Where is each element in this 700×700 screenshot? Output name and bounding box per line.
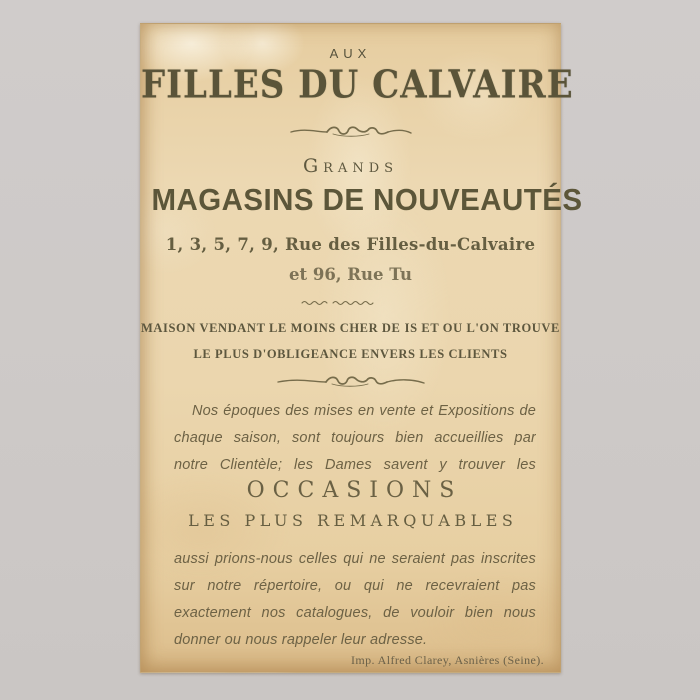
trade-card [140, 23, 583, 673]
request-line: donner ou nous rappeler leur adresse. [174, 632, 428, 648]
flourish-divider-middle [141, 373, 560, 389]
page-title: FILLES DU CALVAIRE [141, 63, 574, 108]
store-type-heading: MAGASINS DE NOUVEAUTÉS [151, 182, 583, 217]
tagline-line-1-part-2: IS ET OU L'ON TROUVE [404, 321, 560, 335]
intro-paragraph [174, 398, 536, 479]
header-aux: AUX [329, 46, 372, 61]
tagline-line-1 [141, 321, 560, 336]
intro-line: Nos époques des mises en vente et Expositions de [192, 403, 536, 419]
occasions-heading: OCCASIONS [246, 478, 463, 503]
printer-imprint: Imp. Alfred Clarey, Asnières (Seine). [351, 653, 544, 667]
remarquables-heading: LES PLUS REMARQUABLES [188, 511, 518, 530]
flourish-icon [289, 123, 413, 139]
tagline-line-2-text: LE PLUS D'OBLIGEANCE ENVERS LES CLIENTS [193, 347, 508, 361]
request-line: aussi prions-nous celles qui ne seraient pas inscrites [174, 551, 536, 567]
wavy-divider [301, 294, 376, 312]
request-paragraph [174, 546, 536, 654]
intro-line: notre Clientèle; les Dames savent y trouver les [174, 457, 536, 473]
request-line: exactement nos catalogues, de vouloir bien nous [174, 605, 536, 621]
intro-line: chaque saison, sont toujours bien accueillies par [174, 430, 536, 446]
header-grands: Grands [302, 155, 399, 177]
flourish-divider-top [141, 123, 560, 139]
address-line-2: et 96, Rue Tu [288, 265, 413, 284]
wavy-icon [301, 299, 376, 307]
tagline-line-1-part-1: MAISON VENDANT LE MOINS CHER DE [141, 321, 401, 335]
address-line-1: 1, 3, 5, 7, 9, Rue des Filles-du-Calvaire [165, 235, 536, 254]
tagline-line-2 [141, 347, 560, 362]
request-line: sur notre répertoire, ou qui ne recevraient pas [174, 578, 536, 594]
flourish-icon [276, 373, 426, 389]
